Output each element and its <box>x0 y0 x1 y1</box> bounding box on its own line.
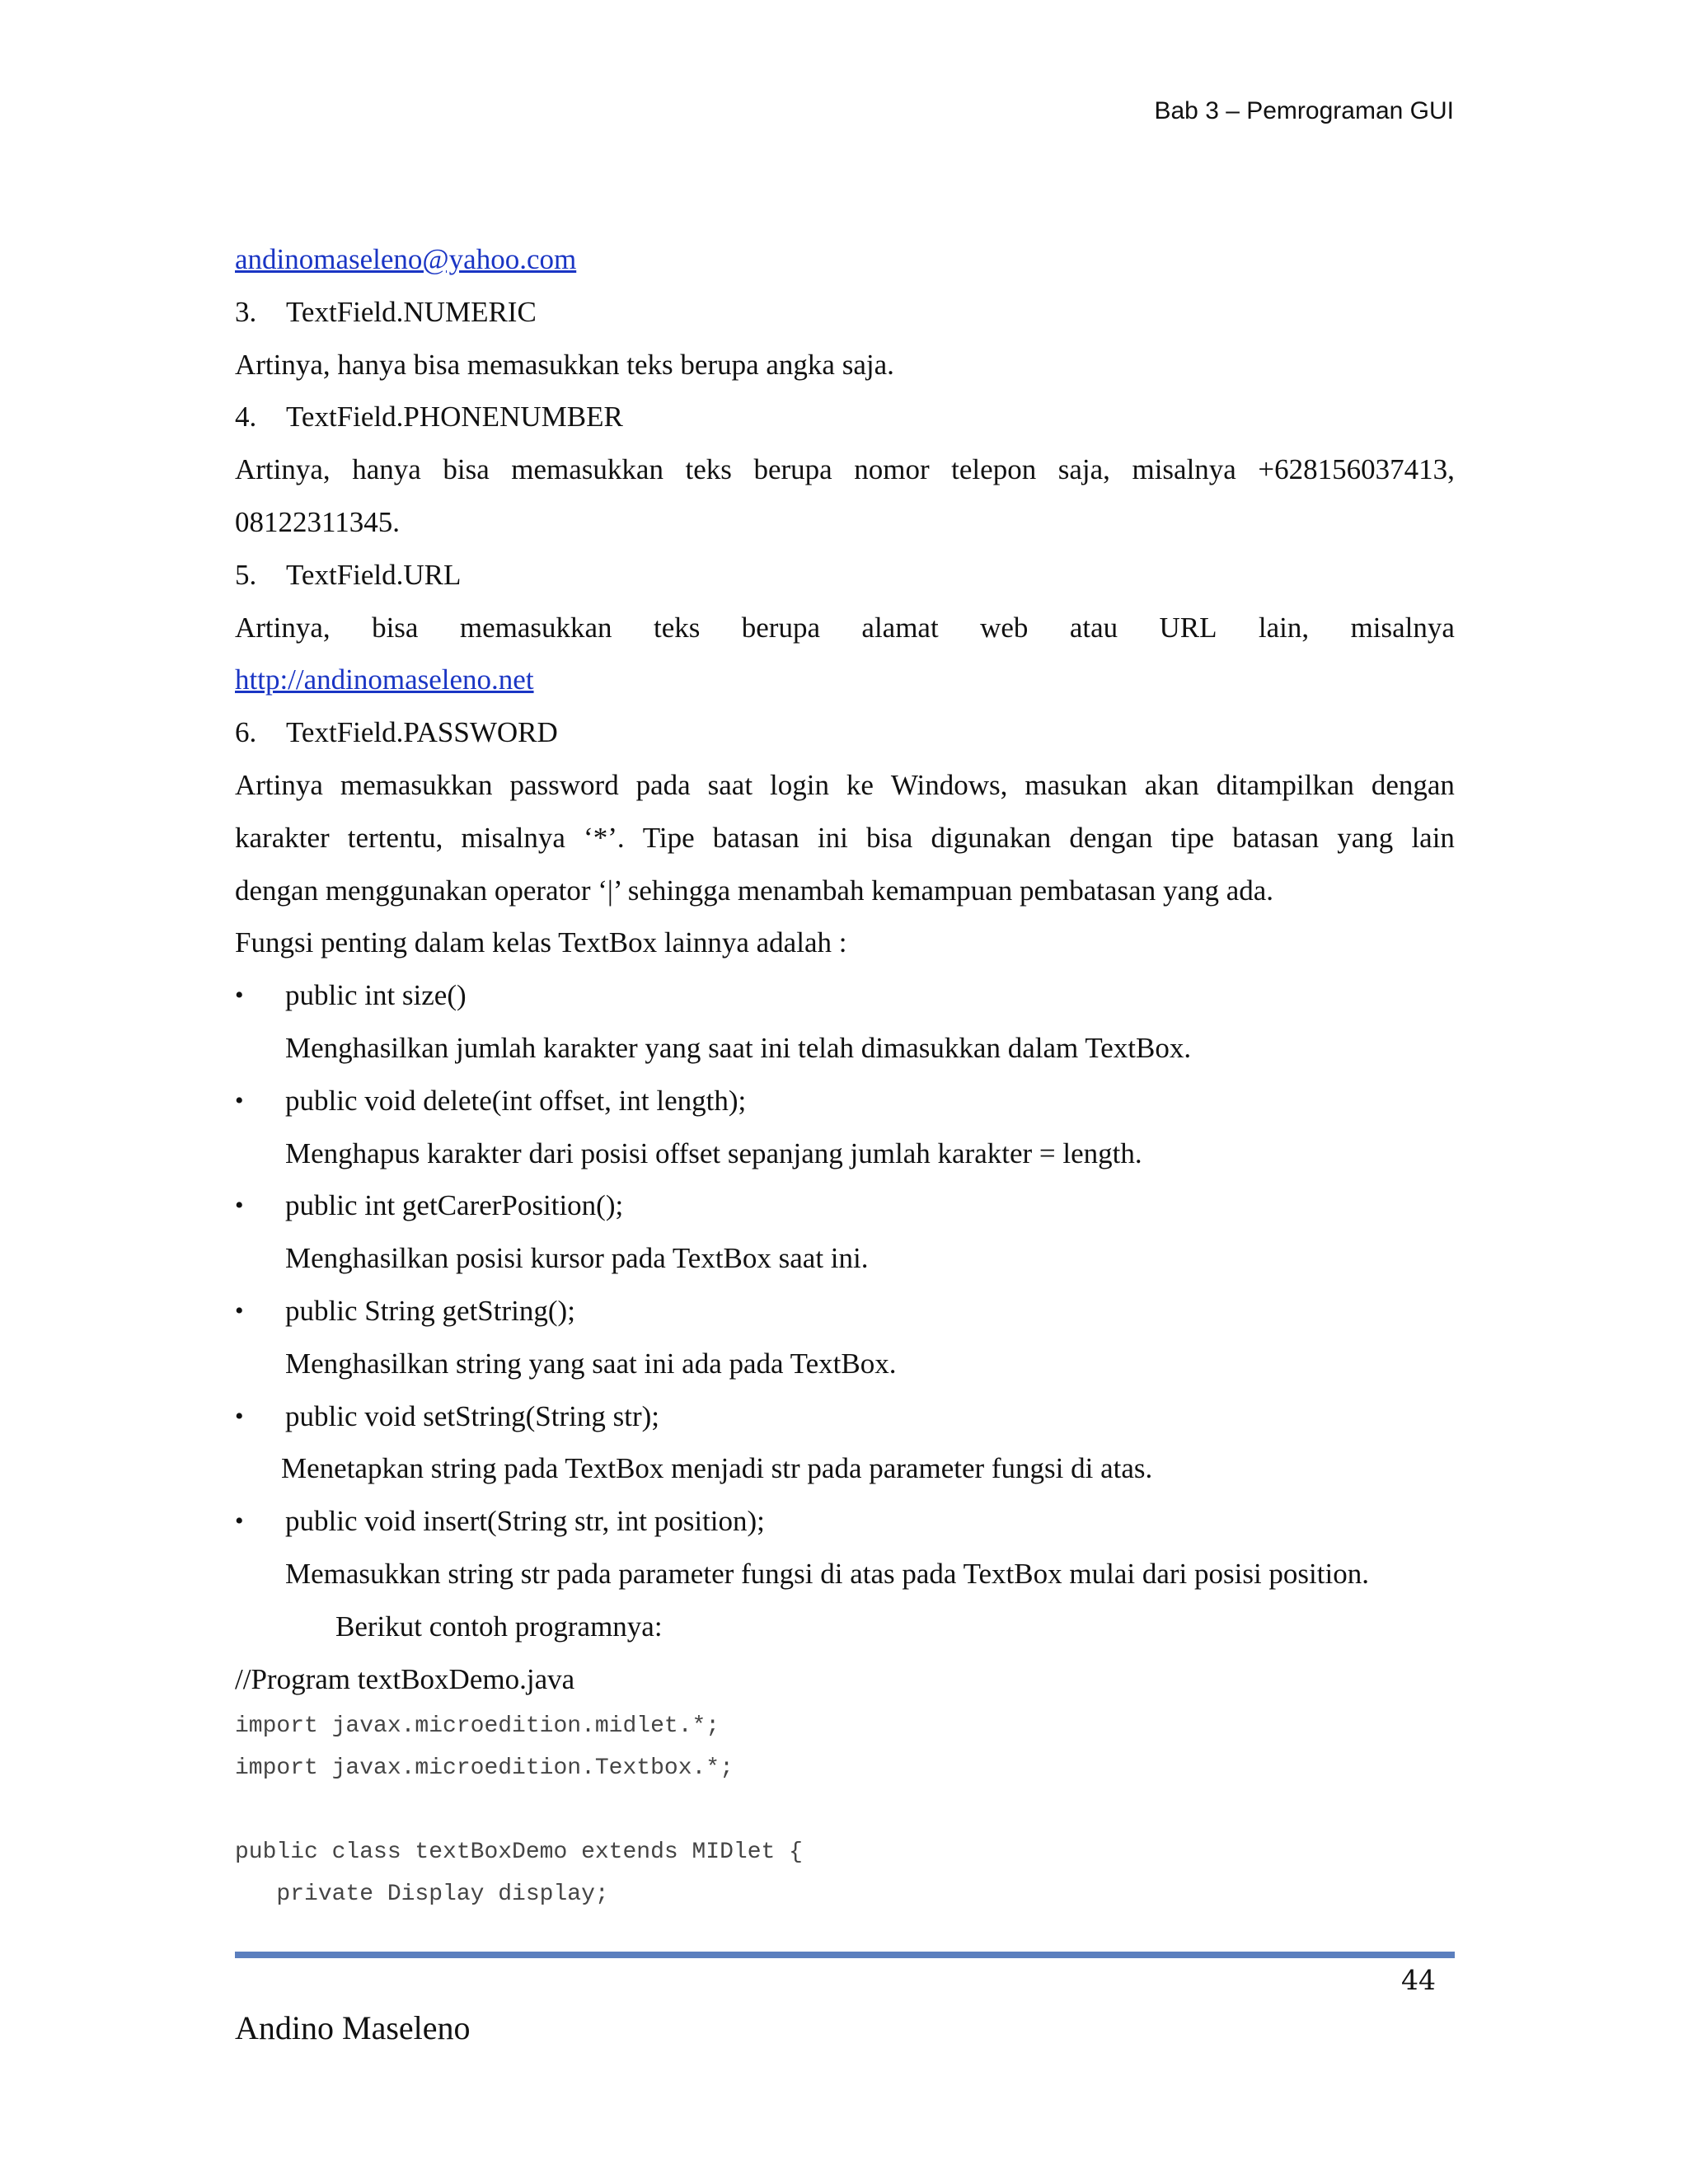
functions-intro: Fungsi penting dalam kelas TextBox lainnya adalah : <box>235 926 847 959</box>
word: Artinya <box>235 768 323 801</box>
list-label: TextField.NUMERIC <box>286 295 537 328</box>
word: +628156037413, <box>1258 453 1455 486</box>
word: batasan <box>1232 821 1320 854</box>
word: Artinya, <box>235 453 331 486</box>
word: password <box>509 768 619 801</box>
word: karakter <box>235 821 330 854</box>
word: hanya <box>352 453 421 486</box>
phonenumber-description-end: 08122311345. <box>235 505 400 538</box>
word: nomor <box>854 453 930 486</box>
bullet-icon: • <box>235 1402 244 1430</box>
word: ‘*’. <box>584 821 625 854</box>
word: alamat <box>861 611 939 644</box>
word: ini <box>817 821 848 854</box>
code-line: import javax.microedition.midlet.*; <box>235 1713 720 1740</box>
word: dengan <box>1069 821 1153 854</box>
function-description: Menghasilkan jumlah karakter yang saat ini telah dimasukkan dalam TextBox. <box>285 1031 1192 1064</box>
word: misalnya <box>1132 453 1236 486</box>
list-label: TextField.URL <box>286 558 462 591</box>
bullet-icon: • <box>235 1192 244 1220</box>
list-item-numeric <box>235 286 1455 339</box>
word: ditampilkan <box>1216 768 1354 801</box>
function-description: Menghapus karakter dari posisi offset sepanjang jumlah karakter = length. <box>285 1137 1142 1169</box>
word: teks <box>653 611 701 644</box>
page-number: 44 <box>1401 1964 1436 1996</box>
function-description: Menetapkan string pada TextBox menjadi str pada parameter fungsi di atas. <box>281 1452 1153 1485</box>
bullet-icon: • <box>235 1507 244 1535</box>
function-description: Menghasilkan string yang saat ini ada pada TextBox. <box>285 1347 897 1380</box>
word: login <box>770 768 829 801</box>
word: tertentu, <box>347 821 443 854</box>
word: berupa <box>753 453 832 486</box>
code-block <box>235 1705 1455 1915</box>
word: Windows, <box>890 768 1008 801</box>
list-number: 4. <box>235 401 257 434</box>
function-signature: public void delete(int offset, int length); <box>285 1084 747 1117</box>
bullet-icon: • <box>235 982 244 1010</box>
word: batasan <box>712 821 799 854</box>
word: telepon <box>951 453 1037 486</box>
email-line <box>235 233 1455 286</box>
word: yang <box>1337 821 1394 854</box>
password-description-end: dengan menggunakan operator ‘|’ sehingga menambah kemampuan pembatasan yang ada. <box>235 874 1274 907</box>
list-number: 6. <box>235 716 257 749</box>
code-line: public class textBoxDemo extends MIDlet { <box>235 1840 803 1866</box>
code-line: import javax.microedition.Textbox.*; <box>235 1755 734 1782</box>
function-signature: public void setString(String str); <box>285 1399 660 1432</box>
word: pada <box>635 768 691 801</box>
word: berupa <box>741 611 820 644</box>
list-item-phonenumber <box>235 391 1455 443</box>
code-line-blank <box>235 1789 1455 1831</box>
example-intro: Berikut contoh programnya: <box>335 1610 663 1643</box>
password-description-line-2 <box>235 812 1455 865</box>
function-description: Menghasilkan posisi kursor pada TextBox saat ini. <box>285 1242 869 1275</box>
page-body <box>235 233 1455 1915</box>
function-signature: public void insert(String str, int position); <box>285 1505 765 1538</box>
word: bisa <box>443 453 490 486</box>
bullet-icon: • <box>235 1086 244 1114</box>
function-item <box>235 969 1455 1022</box>
running-header: Bab 3 – Pemrograman GUI <box>1154 97 1454 124</box>
footer-rule <box>235 1952 1455 1958</box>
word: masukan <box>1025 768 1128 801</box>
password-description-line-1 <box>235 759 1455 812</box>
word: teks <box>685 453 732 486</box>
word: lain, <box>1258 611 1310 644</box>
word: bisa <box>865 821 913 854</box>
word: digunakan <box>931 821 1052 854</box>
word: memasukkan <box>340 768 493 801</box>
word: tipe <box>1170 821 1215 854</box>
function-signature: public int getCarerPosition(); <box>285 1189 624 1222</box>
program-comment: //Program textBoxDemo.java <box>235 1662 575 1695</box>
function-item <box>235 1285 1455 1338</box>
word: ke <box>846 768 874 801</box>
word: misalnya <box>1350 611 1455 644</box>
footer-author: Andino Maseleno <box>235 2009 471 2046</box>
word: akan <box>1144 768 1199 801</box>
word: lain <box>1411 821 1455 854</box>
list-label: TextField.PASSWORD <box>286 716 558 749</box>
url-line <box>235 654 1455 706</box>
url-link[interactable]: http://andinomaseleno.net <box>235 663 534 696</box>
function-description: Memasukkan string str pada parameter fungsi di atas pada TextBox mulai dari posisi position. <box>285 1557 1369 1590</box>
function-item <box>235 1179 1455 1232</box>
word: saat <box>707 768 753 801</box>
word: web <box>980 611 1029 644</box>
phonenumber-description <box>235 443 1455 496</box>
function-item <box>235 1495 1455 1548</box>
list-label: TextField.PHONENUMBER <box>286 401 623 434</box>
list-item-password <box>235 706 1455 759</box>
url-description <box>235 602 1455 654</box>
word: memasukkan <box>511 453 663 486</box>
word: bisa <box>372 611 419 644</box>
word: memasukkan <box>459 611 612 644</box>
word: dengan <box>1371 768 1455 801</box>
word: misalnya <box>461 821 565 854</box>
word: saja, <box>1057 453 1110 486</box>
email-link[interactable]: andinomaseleno@yahoo.com <box>235 243 577 275</box>
function-item <box>235 1390 1455 1443</box>
function-signature: public int size() <box>285 979 467 1012</box>
code-line: private Display display; <box>235 1882 609 1908</box>
word: Tipe <box>642 821 695 854</box>
word: URL <box>1159 611 1217 644</box>
numeric-description: Artinya, hanya bisa memasukkan teks berupa angka saja. <box>235 348 894 381</box>
list-number: 3. <box>235 295 257 328</box>
list-number: 5. <box>235 558 257 591</box>
function-signature: public String getString(); <box>285 1294 575 1327</box>
function-item <box>235 1075 1455 1127</box>
word: atau <box>1069 611 1118 644</box>
list-item-url <box>235 549 1455 602</box>
word: Artinya, <box>235 611 331 644</box>
bullet-icon: • <box>235 1296 244 1324</box>
